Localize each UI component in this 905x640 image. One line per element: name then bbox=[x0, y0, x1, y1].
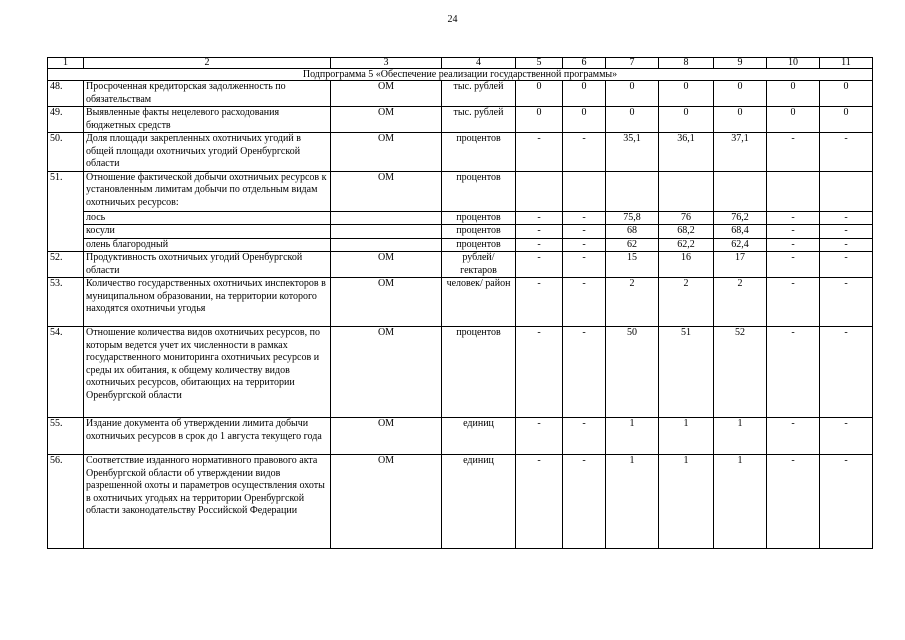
value-col-11: - bbox=[820, 225, 873, 239]
value-col-8: 51 bbox=[659, 327, 714, 418]
value-col-6: 0 bbox=[563, 81, 606, 107]
indicator-name: Соответствие изданного нормативного правового акта Оренбургской области об утверждении видов разрешенной охоты и параметров осуществления охоты в охотничьих угодьях на территории Оренбургской области законодательству Российской Федерации bbox=[84, 455, 331, 549]
value-col-5: - bbox=[516, 418, 563, 455]
value-col-11: - bbox=[820, 211, 873, 225]
value-col-7: 62 bbox=[606, 238, 659, 252]
page-number: 24 bbox=[447, 14, 458, 25]
unit-of-measure: процентов bbox=[442, 211, 516, 225]
value-col-7: 15 bbox=[606, 252, 659, 278]
row-number: 53. bbox=[48, 278, 84, 327]
column-header: 4 bbox=[442, 58, 516, 69]
value-col-10: 0 bbox=[767, 107, 820, 133]
value-col-7 bbox=[606, 171, 659, 211]
value-col-6: - bbox=[563, 211, 606, 225]
row-number bbox=[48, 238, 84, 252]
value-col-10: - bbox=[767, 278, 820, 327]
value-col-9 bbox=[714, 171, 767, 211]
value-col-9: 76,2 bbox=[714, 211, 767, 225]
value-col-7: 75,8 bbox=[606, 211, 659, 225]
value-col-8: 0 bbox=[659, 81, 714, 107]
indicator-type bbox=[331, 238, 442, 252]
table-row bbox=[48, 171, 873, 211]
table-row bbox=[48, 225, 873, 239]
value-col-7: 1 bbox=[606, 418, 659, 455]
value-col-6: - bbox=[563, 133, 606, 172]
value-col-5: - bbox=[516, 278, 563, 327]
value-col-8: 16 bbox=[659, 252, 714, 278]
column-header: 6 bbox=[563, 58, 606, 69]
indicator-type bbox=[331, 225, 442, 239]
row-number: 54. bbox=[48, 327, 84, 418]
row-number: 48. bbox=[48, 81, 84, 107]
value-col-6: - bbox=[563, 455, 606, 549]
value-col-9: 17 bbox=[714, 252, 767, 278]
row-number: 49. bbox=[48, 107, 84, 133]
unit-of-measure: тыс. рублей bbox=[442, 81, 516, 107]
indicator-name: олень благородный bbox=[84, 238, 331, 252]
indicator-name: Доля площади закрепленных охотничьих угодий в общей площади охотничьих угодий Оренбургской области bbox=[84, 133, 331, 172]
value-col-8: 1 bbox=[659, 418, 714, 455]
value-col-9: 0 bbox=[714, 81, 767, 107]
value-col-8: 68,2 bbox=[659, 225, 714, 239]
indicator-type: ОМ bbox=[331, 133, 442, 172]
value-col-7: 0 bbox=[606, 81, 659, 107]
value-col-8: 36,1 bbox=[659, 133, 714, 172]
row-number: 50. bbox=[48, 133, 84, 172]
subprogram-row bbox=[48, 69, 873, 81]
value-col-11: - bbox=[820, 455, 873, 549]
indicator-type bbox=[331, 211, 442, 225]
indicator-name: косули bbox=[84, 225, 331, 239]
value-col-5: - bbox=[516, 238, 563, 252]
value-col-7: 2 bbox=[606, 278, 659, 327]
row-number bbox=[48, 211, 84, 225]
indicator-type: ОМ bbox=[331, 107, 442, 133]
table-row bbox=[48, 418, 873, 455]
indicator-name: Отношение фактической добычи охотничьих ресурсов к установленным лимитам добычи по отдельным видам охотничьих ресурсов: bbox=[84, 171, 331, 211]
value-col-9: 1 bbox=[714, 418, 767, 455]
indicator-name: Выявленные факты нецелевого расходования бюджетных средств bbox=[84, 107, 331, 133]
indicator-name: Просроченная кредиторская задолженность по обязательствам bbox=[84, 81, 331, 107]
value-col-7: 0 bbox=[606, 107, 659, 133]
value-col-5: 0 bbox=[516, 81, 563, 107]
table-row bbox=[48, 252, 873, 278]
table-row bbox=[48, 133, 873, 172]
value-col-6: - bbox=[563, 327, 606, 418]
value-col-8: 2 bbox=[659, 278, 714, 327]
value-col-7: 1 bbox=[606, 455, 659, 549]
value-col-11: - bbox=[820, 133, 873, 172]
value-col-11: - bbox=[820, 327, 873, 418]
indicator-name: Отношение количества видов охотничьих ресурсов, по которым ведется учет их численности в рамках государственного мониторинга охотничьих ресурсов и среды их обитания, к общему количеству видов охотничьих ресурсов, обитающих на территории Оренбургской области bbox=[84, 327, 331, 418]
value-col-11: - bbox=[820, 278, 873, 327]
indicator-type: ОМ bbox=[331, 418, 442, 455]
value-col-10: - bbox=[767, 211, 820, 225]
indicator-type: ОМ bbox=[331, 81, 442, 107]
value-col-10: - bbox=[767, 455, 820, 549]
value-col-5: - bbox=[516, 455, 563, 549]
value-col-9: 0 bbox=[714, 107, 767, 133]
value-col-6: - bbox=[563, 238, 606, 252]
row-number: 52. bbox=[48, 252, 84, 278]
unit-of-measure: единиц bbox=[442, 418, 516, 455]
unit-of-measure: единиц bbox=[442, 455, 516, 549]
unit-of-measure: человек/ район bbox=[442, 278, 516, 327]
value-col-8: 62,2 bbox=[659, 238, 714, 252]
value-col-9: 68,4 bbox=[714, 225, 767, 239]
indicator-name: лось bbox=[84, 211, 331, 225]
column-header: 11 bbox=[820, 58, 873, 69]
unit-of-measure: процентов bbox=[442, 225, 516, 239]
indicator-type: ОМ bbox=[331, 171, 442, 211]
unit-of-measure: процентов bbox=[442, 133, 516, 172]
column-header: 8 bbox=[659, 58, 714, 69]
table-row bbox=[48, 278, 873, 327]
table-row bbox=[48, 81, 873, 107]
value-col-5: 0 bbox=[516, 107, 563, 133]
row-number: 51. bbox=[48, 171, 84, 211]
indicator-type: ОМ bbox=[331, 455, 442, 549]
value-col-11: - bbox=[820, 418, 873, 455]
value-col-11 bbox=[820, 171, 873, 211]
value-col-5: - bbox=[516, 133, 563, 172]
value-col-5: - bbox=[516, 252, 563, 278]
unit-of-measure: тыс. рублей bbox=[442, 107, 516, 133]
value-col-10: - bbox=[767, 225, 820, 239]
value-col-6: 0 bbox=[563, 107, 606, 133]
value-col-11: - bbox=[820, 238, 873, 252]
value-col-9: 2 bbox=[714, 278, 767, 327]
row-number bbox=[48, 225, 84, 239]
indicator-type: ОМ bbox=[331, 252, 442, 278]
value-col-8 bbox=[659, 171, 714, 211]
table-row bbox=[48, 238, 873, 252]
value-col-8: 76 bbox=[659, 211, 714, 225]
table-row bbox=[48, 211, 873, 225]
value-col-7: 68 bbox=[606, 225, 659, 239]
value-col-6: - bbox=[563, 252, 606, 278]
unit-of-measure: процентов bbox=[442, 327, 516, 418]
unit-of-measure: рублей/ гектаров bbox=[442, 252, 516, 278]
indicator-name: Количество государственных охотничьих инспекторов в муниципальном образовании, на территории которого находятся охотничьи угодья bbox=[84, 278, 331, 327]
value-col-6: - bbox=[563, 225, 606, 239]
indicators-table bbox=[47, 57, 873, 549]
value-col-5 bbox=[516, 171, 563, 211]
column-header: 9 bbox=[714, 58, 767, 69]
value-col-6: - bbox=[563, 418, 606, 455]
value-col-9: 62,4 bbox=[714, 238, 767, 252]
value-col-10: - bbox=[767, 327, 820, 418]
indicator-type: ОМ bbox=[331, 327, 442, 418]
value-col-5: - bbox=[516, 327, 563, 418]
unit-of-measure: процентов bbox=[442, 171, 516, 211]
value-col-10: - bbox=[767, 252, 820, 278]
table-row bbox=[48, 107, 873, 133]
value-col-6 bbox=[563, 171, 606, 211]
row-number: 56. bbox=[48, 455, 84, 549]
unit-of-measure: процентов bbox=[442, 238, 516, 252]
value-col-10: - bbox=[767, 418, 820, 455]
value-col-5: - bbox=[516, 211, 563, 225]
subprogram-title: Подпрограмма 5 «Обеспечение реализации государственной программы» bbox=[48, 69, 873, 81]
value-col-11: 0 bbox=[820, 81, 873, 107]
table-row bbox=[48, 455, 873, 549]
value-col-9: 52 bbox=[714, 327, 767, 418]
value-col-7: 35,1 bbox=[606, 133, 659, 172]
value-col-9: 37,1 bbox=[714, 133, 767, 172]
table-row bbox=[48, 327, 873, 418]
value-col-8: 1 bbox=[659, 455, 714, 549]
value-col-10 bbox=[767, 171, 820, 211]
value-col-5: - bbox=[516, 225, 563, 239]
indicator-name: Продуктивность охотничьих угодий Оренбургской области bbox=[84, 252, 331, 278]
row-number: 55. bbox=[48, 418, 84, 455]
value-col-11: - bbox=[820, 252, 873, 278]
value-col-7: 50 bbox=[606, 327, 659, 418]
column-header: 1 bbox=[48, 58, 84, 69]
indicator-type: ОМ bbox=[331, 278, 442, 327]
column-header: 5 bbox=[516, 58, 563, 69]
value-col-6: - bbox=[563, 278, 606, 327]
value-col-11: 0 bbox=[820, 107, 873, 133]
column-header: 3 bbox=[331, 58, 442, 69]
column-header: 10 bbox=[767, 58, 820, 69]
column-header: 7 bbox=[606, 58, 659, 69]
value-col-10: - bbox=[767, 133, 820, 172]
value-col-9: 1 bbox=[714, 455, 767, 549]
value-col-10: - bbox=[767, 238, 820, 252]
column-header: 2 bbox=[84, 58, 331, 69]
value-col-8: 0 bbox=[659, 107, 714, 133]
column-number-row bbox=[48, 58, 873, 69]
indicator-name: Издание документа об утверждении лимита добычи охотничьих ресурсов в срок до 1 августа текущего года bbox=[84, 418, 331, 455]
value-col-10: 0 bbox=[767, 81, 820, 107]
